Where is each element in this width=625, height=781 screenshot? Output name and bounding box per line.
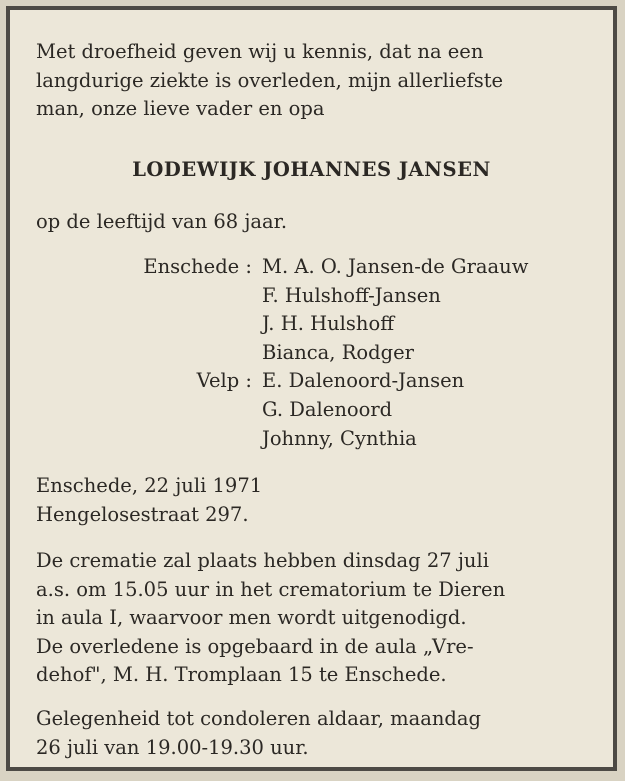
family-row: [10, 425, 610, 454]
family-list: [10, 253, 610, 453]
intro-paragraph: [36, 38, 595, 124]
intro-line: Met droefheid geven wij u kennis, dat na een: [36, 40, 484, 63]
family-row: [10, 253, 610, 282]
family-row: [10, 282, 610, 311]
intro-line: langdurige ziekte is overleden, mijn allerliefste: [36, 68, 504, 92]
family-member: F. Hulshoff-Jansen: [262, 283, 441, 307]
family-row: [10, 396, 610, 425]
deceased-name: LODEWIJK JOHANNES JANSEN: [132, 158, 491, 181]
family-place: [10, 310, 262, 339]
family-member: Bianca, Rodger: [262, 340, 414, 364]
cremation-line: dehof", M. H. Tromplaan 15 te Enschede.: [36, 663, 447, 686]
death-notice-card: [6, 6, 617, 771]
family-place: [10, 425, 262, 454]
family-row: [10, 339, 610, 368]
family-row: [10, 367, 610, 396]
family-place: [10, 396, 262, 425]
family-row: [10, 310, 610, 339]
cremation-line: De crematie zal plaats hebben dinsdag 27 juli: [36, 549, 489, 572]
family-member: Johnny, Cynthia: [262, 426, 417, 450]
family-place: [10, 282, 262, 311]
cremation-line: De overledene is opgebaard in de aula „Vre-: [36, 634, 474, 658]
cremation-paragraph: [36, 547, 595, 690]
cremation-line: in aula I, waarvoor men wordt uitgenodigd.: [36, 606, 467, 629]
family-member: J. H. Hulshoff: [262, 312, 395, 336]
address-block: [36, 472, 595, 529]
family-member: E. Dalenoord-Jansen: [262, 369, 465, 393]
condolence-line: 26 juli van 19.00-19.30 uur.: [36, 735, 309, 759]
age-line: op de leeftijd van 68 jaar.: [36, 210, 288, 233]
intro-line: man, onze lieve vader en opa: [36, 97, 325, 120]
family-member: M. A. O. Jansen-de Graauw: [262, 255, 529, 278]
condolence-paragraph: [36, 705, 595, 762]
address-line: Hengelosestraat 297.: [36, 502, 249, 526]
condolence-line: Gelegenheid tot condoleren aldaar, maandag: [36, 707, 482, 730]
family-member: G. Dalenoord: [262, 397, 393, 421]
cremation-line: a.s. om 15.05 uur in het crematorium te Dieren: [36, 577, 506, 601]
family-place: Enschede :: [143, 255, 252, 278]
family-place: [10, 339, 262, 368]
address-line: Enschede, 22 juli 1971: [36, 474, 263, 497]
family-place: Velp :: [196, 369, 252, 393]
